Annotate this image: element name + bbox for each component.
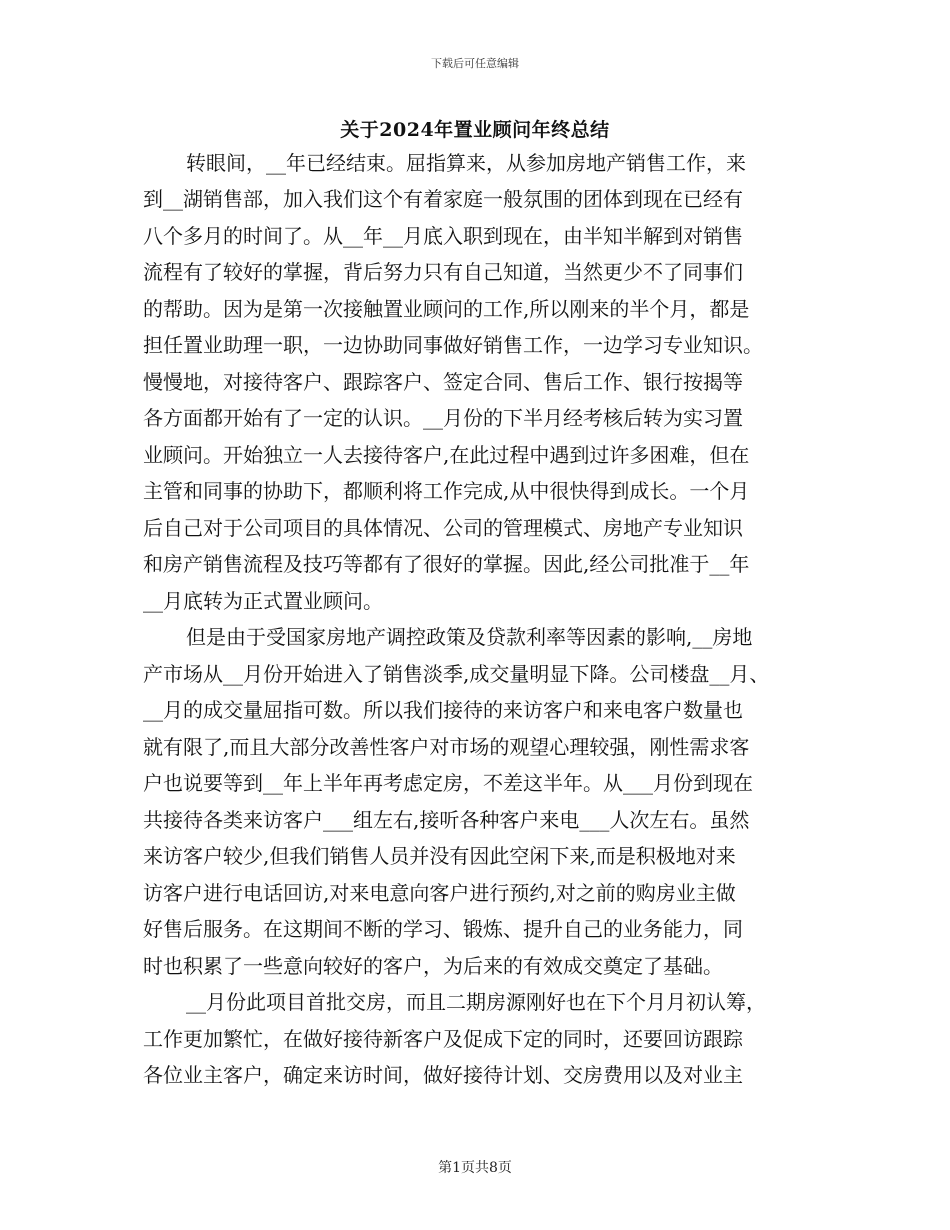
paragraph-line: 产市场从__月份开始进入了销售淡季,成交量明显下降。公司楼盘__月、 (143, 662, 770, 686)
header-note: 下载后可任意编辑 (431, 57, 519, 70)
paragraph-line: 八个多月的时间了。从__年__月底入职到现在，由半知半解到对销售 (143, 224, 743, 248)
paragraph-line: 来访客户较少,但我们销售人员并没有因此空闲下来,而是积极地对来 (143, 844, 736, 868)
paragraph-line: 的帮助。因为是第一次接触置业顾问的工作,所以刚来的半个月，都是 (143, 297, 750, 321)
paragraph-line: 各位业主客户，确定来访时间，做好接待计划、交房费用以及对业主 (143, 1063, 743, 1087)
paragraph-line: 工作更加繁忙，在做好接待新客户及促成下定的同时，还要回访跟踪 (143, 1027, 743, 1051)
paragraph-line: __月份此项目首批交房，而且二期房源刚好也在下个月月初认筹， (186, 990, 766, 1014)
paragraph-line: 和房产销售流程及技巧等都有了很好的掌握。因此,经公司批准于__年 (143, 552, 750, 576)
paragraph-line: 共接待各类来访客户___组左右,接听各种客户来电___人次左右。虽然 (143, 808, 750, 832)
paragraph-line: 业顾问。开始独立一人去接待客户,在此过程中遇到过许多困难，但在 (143, 443, 750, 467)
paragraph-line: 后自己对于公司项目的具体情况、公司的管理模式、房地产专业知识 (143, 516, 743, 540)
paragraph-line: 好售后服务。在这期间不断的学习、锻炼、提升自己的业务能力，同 (143, 917, 743, 941)
paragraph-line: 流程有了较好的掌握，背后努力只有自己知道，当然更少不了同事们 (143, 260, 743, 284)
paragraph-line: __月的成交量屈指可数。所以我们接待的来访客户和来电客户数量也 (143, 698, 743, 722)
paragraph-line: 就有限了,而且大部分改善性客户对市场的观望心理较强，刚性需求客 (143, 735, 750, 759)
paragraph-line: __月底转为正式置业顾问。 (143, 589, 383, 613)
paragraph-line: 但是由于受国家房地产调控政策及贷款利率等因素的影响,__房地 (186, 625, 753, 649)
paragraph-line: 担任置业助理一职，一边协助同事做好销售工作，一边学习专业知识。 (143, 333, 763, 357)
paragraph-line: 主管和同事的协助下，都顺利将工作完成,从中很快得到成长。一个月 (143, 479, 750, 503)
page-number: 第1页共8页 (438, 1160, 512, 1176)
document-title: 关于2024年置业顾问年终总结 (340, 119, 610, 141)
paragraph-line: 时也积累了一些意向较好的客户，为后来的有效成交奠定了基础。 (143, 954, 723, 978)
paragraph-line: 到__湖销售部，加入我们这个有着家庭一般氛围的团体到现在已经有 (143, 187, 743, 211)
paragraph-line: 转眼间，__年已经结束。屈指算来，从参加房地产销售工作，来 (186, 151, 746, 175)
paragraph-line: 各方面都开始有了一定的认识。__月份的下半月经考核后转为实习置 (143, 406, 743, 430)
paragraph-line: 慢慢地，对接待客户、跟踪客户、签定合同、售后工作、银行按揭等 (143, 370, 743, 394)
paragraph-line: 访客户进行电话回访,对来电意向客户进行预约,对之前的购房业主做 (143, 881, 736, 905)
paragraph-line: 户也说要等到__年上半年再考虑定房，不差这半年。从___月份到现在 (143, 771, 753, 795)
